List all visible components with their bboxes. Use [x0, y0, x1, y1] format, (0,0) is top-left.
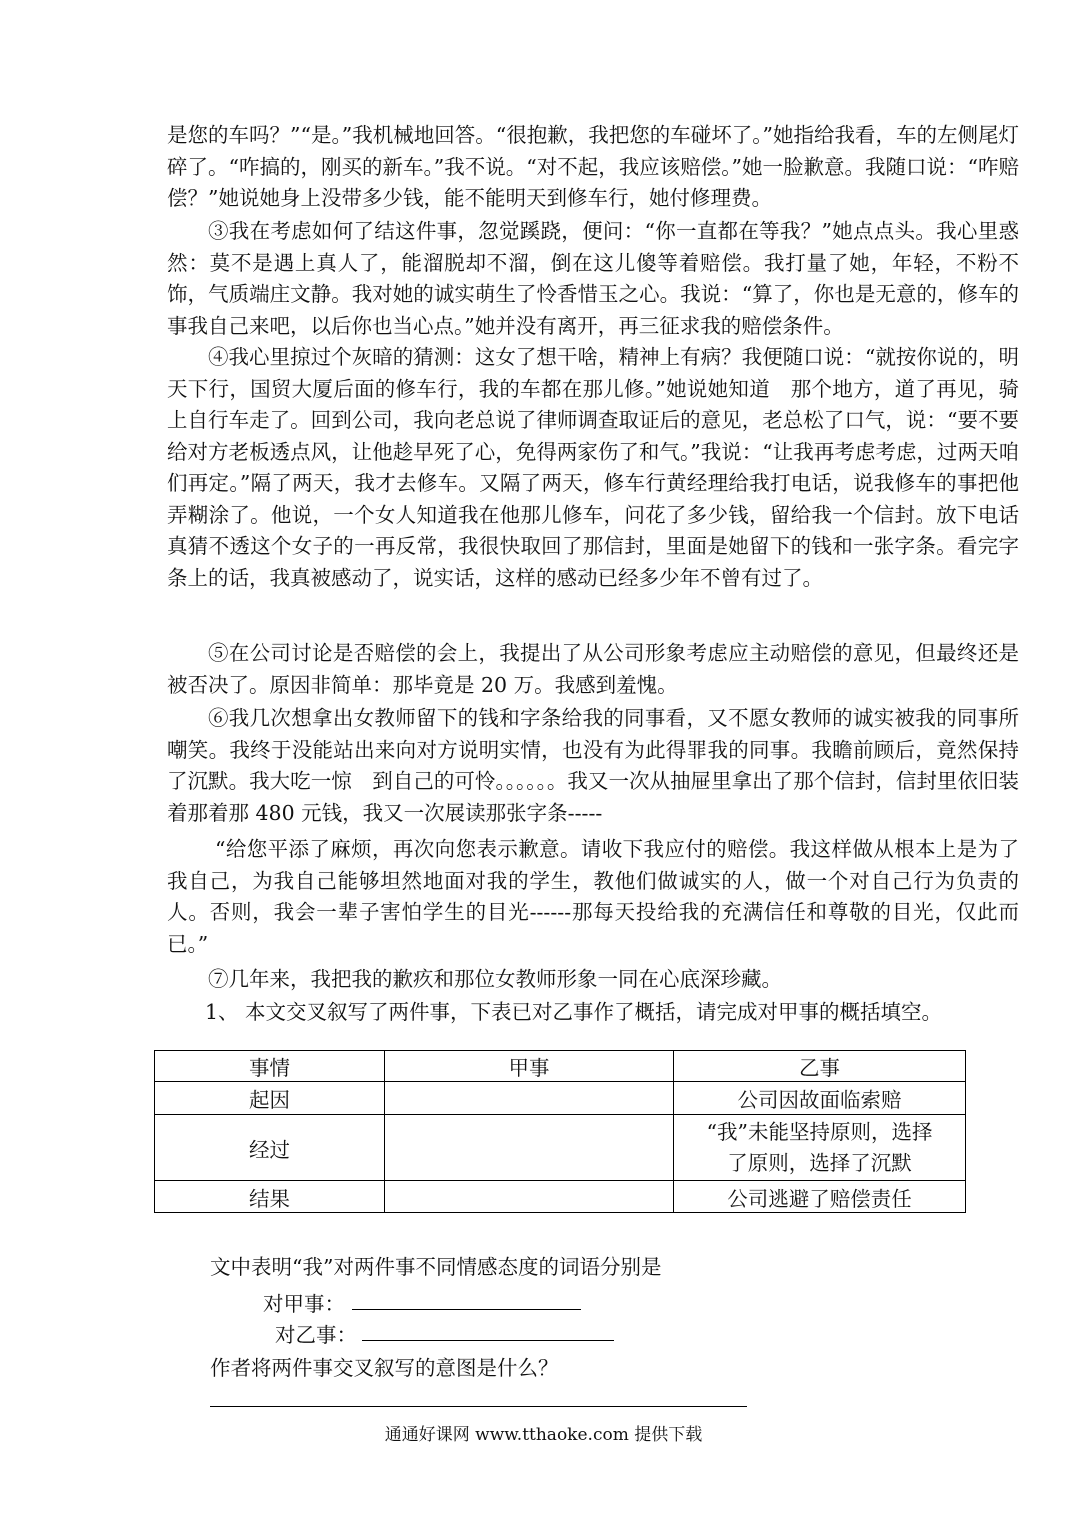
paragraph-3: ③我在考虑如何了结这件事，忽觉蹊跷，便问：“你一直都在等我？”她点点头。我心里惑然：莫不是遇上真人了，能溜脱却不溜，倒在这儿傻等着赔偿。我打量了她，年轻，不粉不饰，气质端庄文静。我对她的诚实萌生了怜香惜玉之心。我说：“算了，你也是无意的，修车的事我自己来吧，以后你也当心点。”她并没有离开，再三征求我的赔偿条件。: [167, 219, 1019, 338]
row-label: 结果: [155, 1181, 385, 1213]
paragraph-7: ⑦几年来，我把我的歉疚和那位女教师形象一同在心底深珍藏。: [208, 967, 782, 991]
prompt-intent: 作者将两件事交叉叙写的意图是什么？: [210, 1356, 559, 1380]
footer-credit: 通通好课网 www.tthaoke.com 提供下载: [384, 1425, 703, 1445]
label-jia: 对甲事：: [263, 1292, 345, 1316]
paragraph-4: ④我心里掠过个灰暗的猜测：这女了想干啥，精神上有病？我便随口说：“就按你说的，明天下行，国贸大厦后面的修车行，我的车都在那儿修。”她说她知道 那个地方，道了再见，骑上自行车走了。回到公司，我向老总说了律师调查取证后的意见，老总松了口气，说：“要不要给对方老板透点风，让他趁早死了心，免得两家伤了和气。”我说：“让我再考虑考虑，过两天咱们再定。”隔了两天，我才去修车。又隔了两天，修车行黄经理给我打电话，说我修车的事把他弄糊涂了。他说，一个女人知道我在他那儿修车，问花了多少钱，留给我一个信封。放下电话真猜不透这个女子的一再反常，我很快取回了那信封，里面是她留下的钱和一张字条。看完字条上的话，我真被感动了，说实话，这样的感动已经多少年不曾有过了。: [167, 345, 1019, 590]
table-header-cell: 甲事: [385, 1051, 674, 1082]
table-row: [155, 1181, 966, 1213]
answer-blank-intent[interactable]: [210, 1406, 747, 1407]
question-1-title: 1、 本文交叉叙写了两件事，下表已对乙事作了概括，请完成对甲事的概括填空。: [205, 1000, 943, 1024]
table-header-cell: 事情: [155, 1051, 385, 1082]
summary-cell-yi: [674, 1115, 966, 1181]
note-quote: “给您平添了麻烦，再次向您表示歉意。请收下我应付的赔偿。我这样做从根本上是为了我自己，为我自己能够坦然地面对我的学生，教他们做诚实的人，做一个对自己行为负责的人。否则，我会一辈子害怕学生的目光------那每天投给我的充满信任和尊敬的目光，仅此而已。”: [167, 837, 1019, 956]
answer-cell-jia[interactable]: [385, 1115, 674, 1181]
row-label: 起因: [155, 1082, 385, 1115]
label-yi: 对乙事：: [275, 1323, 357, 1347]
summary-cell-yi: 公司因故面临索赔: [674, 1082, 966, 1115]
summary-table: [154, 1050, 966, 1213]
table-row: [155, 1082, 966, 1115]
prompt-attitude-words: 文中表明“我”对两件事不同情感态度的词语分别是: [210, 1255, 662, 1279]
summary-cell-line: 了原则，选择了沉默: [727, 1150, 912, 1175]
paragraph-6: ⑥我几次想拿出女教师留下的钱和字条给我的同事看，又不愿女教师的诚实被我的同事所嘲笑。我终于没能站出来向对方说明实情，也没有为此得罪我的同事。我瞻前顾后，竟然保持了沉默。我大吃一惊 到自己的可怜。。。。。。我又一次从抽屉里拿出了那个信封，信封里依旧装着那着那 480 元钱，我又一次展读那张字条-----: [167, 706, 1019, 825]
paragraph-5: ⑤在公司讨论是否赔偿的会上，我提出了从公司形象考虑应主动赔偿的意见，但最终还是被否决了。原因非简单：那毕竟是 20 万。我感到羞愧。: [167, 641, 1019, 697]
row-label: 经过: [155, 1115, 385, 1181]
table-row: [155, 1115, 966, 1181]
paragraph-2-continued: 是您的车吗？”“是。”我机械地回答。“很抱歉，我把您的车碰坏了。”她指给我看，车的左侧尾灯碎了。“咋搞的，刚买的新车。”我不说。“对不起，我应该赔偿。”她一脸歉意。我随口说：“咋赔偿？”她说她身上没带多少钱，能不能明天到修车行，她付修理费。: [167, 123, 1019, 210]
table-header-cell: 乙事: [674, 1051, 966, 1082]
table-header-row: [155, 1051, 966, 1082]
summary-cell-yi: 公司逃避了赔偿责任: [674, 1181, 966, 1213]
answer-cell-jia[interactable]: [385, 1181, 674, 1213]
answer-blank-yi[interactable]: [362, 1340, 614, 1341]
summary-cell-line: “我”未能坚持原则，选择: [706, 1119, 933, 1144]
answer-blank-jia[interactable]: [352, 1309, 581, 1310]
answer-cell-jia[interactable]: [385, 1082, 674, 1115]
